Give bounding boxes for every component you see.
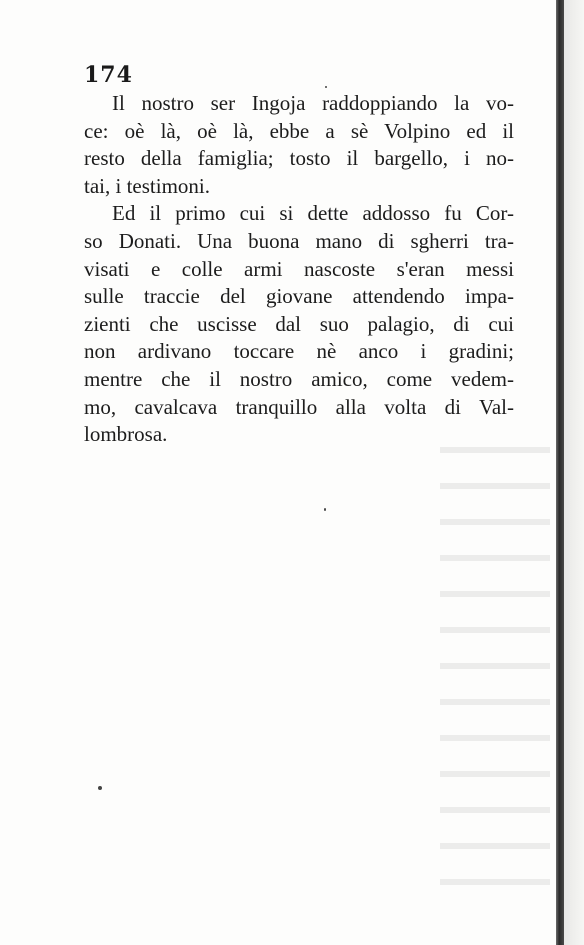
text-line: zienti che uscisse dal suo palagio, di cui — [84, 311, 514, 336]
page-edge — [564, 0, 584, 945]
text-line: tai, i testimoni. — [84, 173, 210, 198]
text-line: mentre che il nostro amico, come vedem- — [84, 366, 514, 391]
text-line: visati e colle armi nascoste s'eran messi — [84, 256, 514, 281]
show-through-text — [440, 420, 550, 840]
text-line: mo, cavalcava tranquillo alla volta di Val- — [84, 394, 514, 419]
text-line: Il nostro ser Ingoja raddoppiando la vo- — [112, 91, 514, 115]
body-text — [84, 90, 514, 449]
text-line: sulle traccie del giovane attendendo impa- — [84, 284, 514, 309]
text-line: ce: oè là, oè là, ebbe a sè Volpino ed il — [84, 118, 514, 143]
paragraph-1 — [84, 90, 514, 200]
text-line: non ardivano toccare nè anco i gradini; — [84, 339, 514, 364]
paper-speck — [324, 508, 326, 511]
page-number: 174 — [84, 62, 133, 88]
paper-speck — [325, 86, 327, 88]
text-line: so Donati. Una buona mano di sgherri tra- — [84, 228, 514, 253]
book-spine-shadow — [556, 0, 564, 945]
text-line: Ed il primo cui si dette addosso fu Cor- — [112, 201, 514, 226]
text-line: lombrosa. — [84, 422, 168, 447]
text-line: resto della famiglia; tosto il bargello, i no- — [84, 146, 514, 171]
paper-speck — [98, 786, 102, 790]
paragraph-2 — [84, 200, 514, 448]
